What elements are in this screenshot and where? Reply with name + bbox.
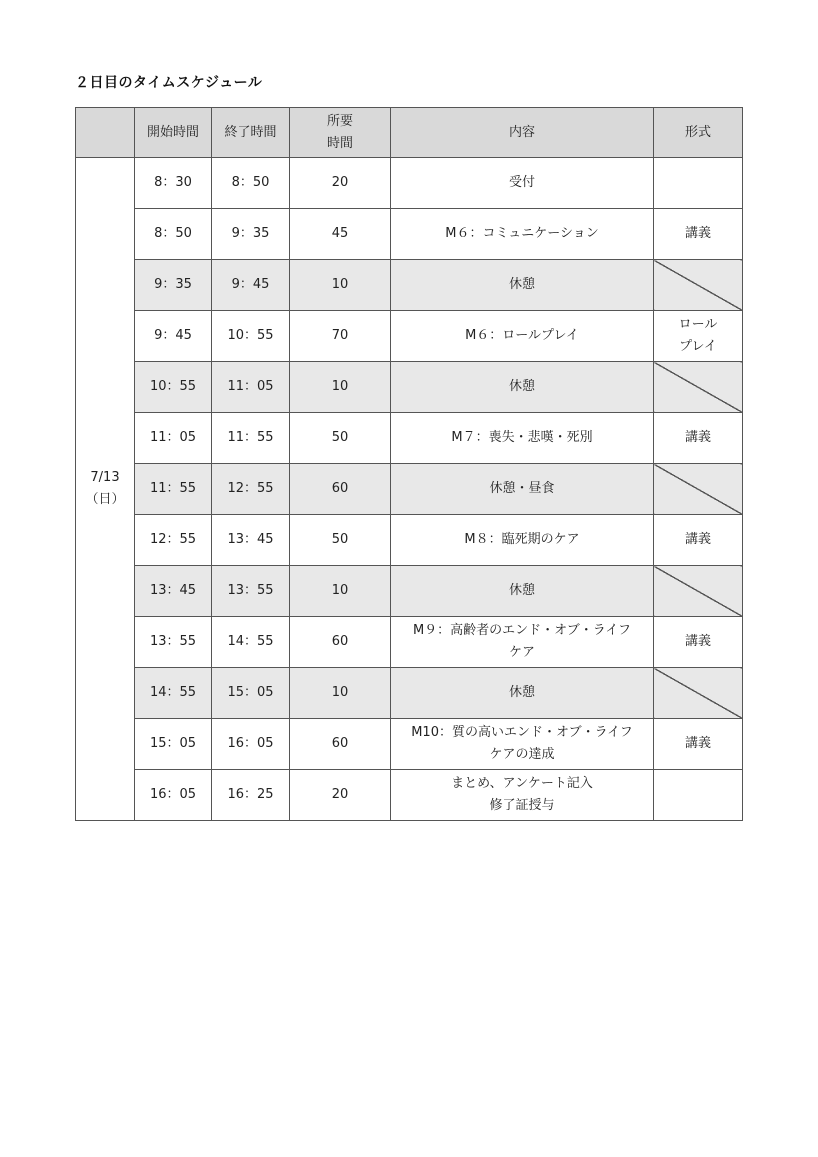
format-line-1: ロール bbox=[678, 317, 718, 332]
duration-cell: 60 bbox=[290, 719, 391, 770]
page-title: ２日目のタイムスケジュール bbox=[75, 75, 263, 91]
content-line-2: 修了証授与 bbox=[489, 798, 555, 813]
content-cell bbox=[391, 464, 654, 515]
header-start-time: 開始時間 bbox=[135, 108, 212, 158]
header-row bbox=[76, 108, 743, 158]
table-row bbox=[76, 668, 743, 719]
start-time-cell: 11：05 bbox=[135, 413, 212, 464]
format-cell-diagonal bbox=[654, 464, 743, 515]
end-time-cell: 11：55 bbox=[212, 413, 290, 464]
format-line-1: 講義 bbox=[684, 226, 711, 241]
duration-cell: 60 bbox=[290, 464, 391, 515]
content-cell bbox=[391, 260, 654, 311]
schedule-table bbox=[75, 107, 743, 821]
content-line-1: 休憩 bbox=[508, 379, 535, 394]
content-cell bbox=[391, 362, 654, 413]
format-line-1: 講義 bbox=[684, 634, 711, 649]
start-time-cell: 13：45 bbox=[135, 566, 212, 617]
end-time-cell: 11：05 bbox=[212, 362, 290, 413]
end-time-cell: 10：55 bbox=[212, 311, 290, 362]
table-row bbox=[76, 158, 743, 209]
format-line-2: プレイ bbox=[679, 339, 717, 354]
content-line-2: ケア bbox=[508, 645, 535, 660]
content-line-1: M９：高齢者のエンド・オブ・ライフ bbox=[412, 623, 632, 638]
date-weekday: （日） bbox=[85, 492, 125, 507]
format-cell bbox=[654, 413, 743, 464]
header-format: 形式 bbox=[654, 108, 743, 158]
start-time-cell: 12：55 bbox=[135, 515, 212, 566]
content-cell bbox=[391, 668, 654, 719]
duration-cell: 20 bbox=[290, 770, 391, 821]
format-cell bbox=[654, 158, 743, 209]
duration-cell: 10 bbox=[290, 668, 391, 719]
table-row bbox=[76, 566, 743, 617]
table-row bbox=[76, 209, 743, 260]
format-cell bbox=[654, 311, 743, 362]
format-line-1: 講義 bbox=[684, 532, 711, 547]
end-time-cell: 13：45 bbox=[212, 515, 290, 566]
table-row bbox=[76, 311, 743, 362]
end-time-cell: 14：55 bbox=[212, 617, 290, 668]
header-content: 内容 bbox=[391, 108, 654, 158]
content-cell bbox=[391, 566, 654, 617]
content-cell bbox=[391, 158, 654, 209]
content-line-1: M６：ロールプレイ bbox=[465, 328, 579, 343]
table-row bbox=[76, 413, 743, 464]
start-time-cell: 9：35 bbox=[135, 260, 212, 311]
end-time-cell: 8：50 bbox=[212, 158, 290, 209]
end-time-cell: 9：45 bbox=[212, 260, 290, 311]
content-line-1: 休憩 bbox=[508, 685, 535, 700]
format-cell bbox=[654, 209, 743, 260]
start-time-cell: 15：05 bbox=[135, 719, 212, 770]
duration-cell: 50 bbox=[290, 515, 391, 566]
format-cell-diagonal bbox=[654, 566, 743, 617]
table-row bbox=[76, 260, 743, 311]
content-cell bbox=[391, 617, 654, 668]
format-cell-diagonal bbox=[654, 668, 743, 719]
duration-cell: 10 bbox=[290, 566, 391, 617]
format-cell bbox=[654, 770, 743, 821]
content-line-1: M10：質の高いエンド・オブ・ライフ bbox=[411, 725, 633, 740]
format-cell bbox=[654, 719, 743, 770]
start-time-cell: 14：55 bbox=[135, 668, 212, 719]
header-duration bbox=[290, 108, 391, 158]
content-cell bbox=[391, 770, 654, 821]
table-row bbox=[76, 770, 743, 821]
content-cell bbox=[391, 209, 654, 260]
end-time-cell: 12：55 bbox=[212, 464, 290, 515]
duration-cell: 10 bbox=[290, 260, 391, 311]
content-line-1: 休憩 bbox=[508, 277, 535, 292]
end-time-cell: 13：55 bbox=[212, 566, 290, 617]
content-cell bbox=[391, 311, 654, 362]
format-cell bbox=[654, 617, 743, 668]
table-row bbox=[76, 719, 743, 770]
duration-cell: 45 bbox=[290, 209, 391, 260]
table-row bbox=[76, 362, 743, 413]
content-line-1: M６：コミュニケーション bbox=[445, 226, 599, 241]
header-date bbox=[76, 108, 135, 158]
content-line-1: 休憩 bbox=[508, 583, 535, 598]
header-duration-line2: 時間 bbox=[326, 135, 353, 151]
format-line-1: 講義 bbox=[684, 430, 711, 445]
duration-cell: 20 bbox=[290, 158, 391, 209]
table-row bbox=[76, 464, 743, 515]
start-time-cell: 10：55 bbox=[135, 362, 212, 413]
format-cell bbox=[654, 515, 743, 566]
duration-cell: 50 bbox=[290, 413, 391, 464]
table-row bbox=[76, 617, 743, 668]
start-time-cell: 8：50 bbox=[135, 209, 212, 260]
content-cell bbox=[391, 413, 654, 464]
format-line-1: 講義 bbox=[684, 736, 711, 751]
start-time-cell: 16：05 bbox=[135, 770, 212, 821]
content-cell bbox=[391, 515, 654, 566]
header-end-time: 終了時間 bbox=[212, 108, 290, 158]
content-cell bbox=[391, 719, 654, 770]
start-time-cell: 11：55 bbox=[135, 464, 212, 515]
end-time-cell: 16：25 bbox=[212, 770, 290, 821]
date-cell bbox=[76, 158, 135, 821]
duration-cell: 70 bbox=[290, 311, 391, 362]
end-time-cell: 15：05 bbox=[212, 668, 290, 719]
content-line-1: M７：喪失・悲嘆・死別 bbox=[451, 430, 593, 445]
start-time-cell: 8：30 bbox=[135, 158, 212, 209]
content-line-1: 休憩・昼食 bbox=[489, 481, 555, 496]
format-cell-diagonal bbox=[654, 260, 743, 311]
content-line-2: ケアの達成 bbox=[489, 747, 555, 762]
duration-cell: 60 bbox=[290, 617, 391, 668]
duration-cell: 10 bbox=[290, 362, 391, 413]
start-time-cell: 13：55 bbox=[135, 617, 212, 668]
end-time-cell: 9：35 bbox=[212, 209, 290, 260]
content-line-1: 受付 bbox=[508, 175, 535, 190]
header-duration-line1: 所要 bbox=[326, 113, 353, 129]
date-day: 7/13 bbox=[90, 470, 120, 485]
format-cell-diagonal bbox=[654, 362, 743, 413]
end-time-cell: 16：05 bbox=[212, 719, 290, 770]
table-row bbox=[76, 515, 743, 566]
content-line-1: まとめ、アンケート記入 bbox=[451, 776, 593, 791]
content-line-1: M８：臨死期のケア bbox=[464, 532, 580, 547]
start-time-cell: 9：45 bbox=[135, 311, 212, 362]
